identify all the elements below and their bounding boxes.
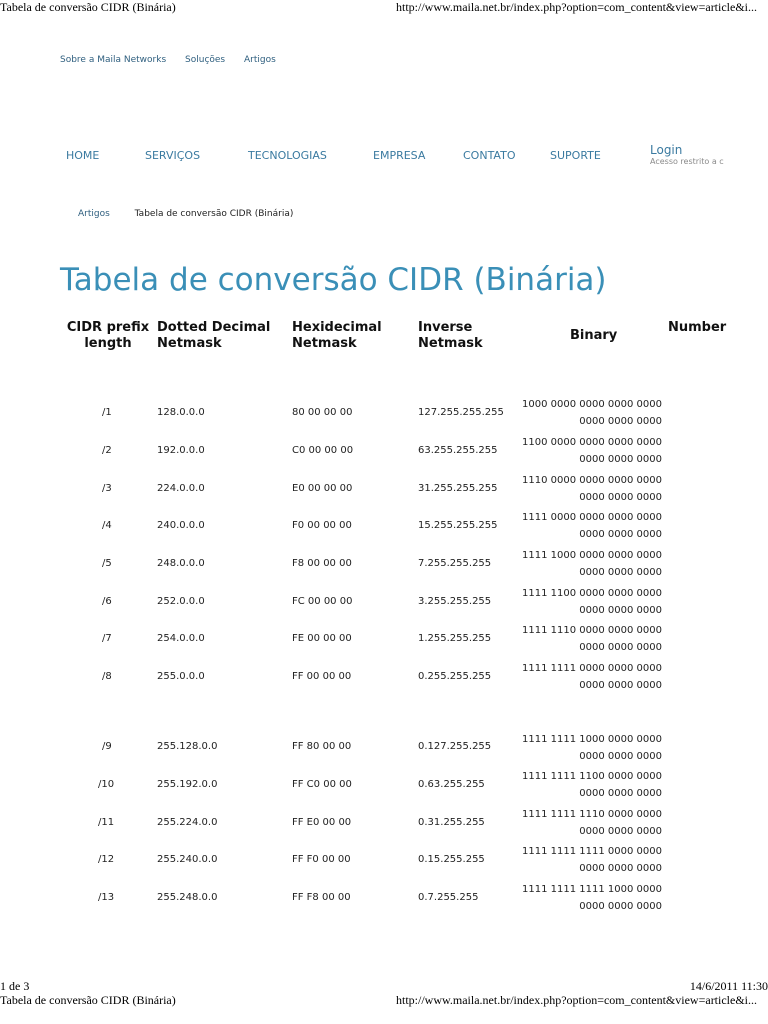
cell-inverse: 0.127.255.255 bbox=[418, 741, 492, 752]
breadcrumb-section[interactable]: Artigos bbox=[78, 209, 110, 219]
page-title: Tabela de conversão CIDR (Binária) bbox=[60, 262, 607, 298]
cell-hex: FF F8 00 00 bbox=[292, 892, 351, 903]
cell-binary-line1: 1111 1000 0000 0000 0000 bbox=[522, 550, 662, 561]
cell-binary bbox=[505, 806, 662, 840]
header-hex-line2: Netmask bbox=[292, 336, 357, 351]
cell-prefix: /7 bbox=[102, 633, 112, 644]
cell-binary-line2: 0000 0000 0000 bbox=[579, 788, 662, 799]
cell-hex: F8 00 00 00 bbox=[292, 558, 352, 569]
cell-dotted: 255.0.0.0 bbox=[157, 671, 205, 682]
header-hexidecimal bbox=[292, 320, 382, 352]
cell-inverse: 0.255.255.255 bbox=[418, 671, 492, 682]
cell-prefix: /13 bbox=[98, 892, 115, 903]
cell-prefix: /11 bbox=[98, 817, 115, 828]
cell-prefix: /9 bbox=[102, 741, 112, 752]
cell-binary bbox=[505, 509, 662, 543]
nav-suporte[interactable]: SUPORTE bbox=[550, 149, 601, 162]
breadcrumb bbox=[78, 209, 293, 219]
header-number: Number bbox=[668, 320, 727, 335]
cell-binary-line2: 0000 0000 0000 bbox=[579, 492, 662, 503]
header-hex-line1: Hexidecimal bbox=[292, 320, 382, 335]
cell-prefix: /12 bbox=[98, 854, 115, 865]
cell-hex: FF 80 00 00 bbox=[292, 741, 352, 752]
cell-binary-line2: 0000 0000 0000 bbox=[579, 901, 662, 912]
print-header-title: Tabela de conversão CIDR (Binária) bbox=[0, 0, 176, 14]
print-header bbox=[0, 0, 768, 14]
cell-inverse: 0.7.255.255 bbox=[418, 892, 479, 903]
header-inverse-line2: Netmask bbox=[418, 336, 483, 351]
cell-binary bbox=[505, 843, 662, 877]
cell-dotted: 252.0.0.0 bbox=[157, 596, 205, 607]
cell-hex: FF 00 00 00 bbox=[292, 671, 352, 682]
cell-dotted: 255.192.0.0 bbox=[157, 779, 218, 790]
cell-inverse: 31.255.255.255 bbox=[418, 483, 498, 494]
cell-binary bbox=[505, 622, 662, 656]
header-inverse-line1: Inverse bbox=[418, 320, 473, 335]
cell-binary-line1: 1111 1111 1000 0000 0000 bbox=[522, 734, 662, 745]
cell-prefix: /8 bbox=[102, 671, 112, 682]
header-dotted-line1: Dotted Decimal bbox=[157, 320, 271, 335]
cell-inverse: 127.255.255.255 bbox=[418, 407, 504, 418]
cell-hex: FF E0 00 00 bbox=[292, 817, 352, 828]
cell-dotted: 128.0.0.0 bbox=[157, 407, 205, 418]
cell-binary-line1: 1110 0000 0000 0000 0000 bbox=[522, 475, 662, 486]
cell-inverse: 15.255.255.255 bbox=[418, 520, 498, 531]
cell-hex: F0 00 00 00 bbox=[292, 520, 352, 531]
cell-dotted: 255.240.0.0 bbox=[157, 854, 218, 865]
cell-binary-line2: 0000 0000 0000 bbox=[579, 751, 662, 762]
cell-dotted: 248.0.0.0 bbox=[157, 558, 205, 569]
cell-inverse: 7.255.255.255 bbox=[418, 558, 492, 569]
cell-binary bbox=[505, 660, 662, 694]
cell-binary bbox=[505, 768, 662, 802]
cell-hex: 80 00 00 00 bbox=[292, 407, 353, 418]
print-header-url: http://www.maila.net.br/index.php?option=com_content&view=article&i... bbox=[396, 0, 758, 14]
header-inverse bbox=[418, 320, 483, 352]
cell-dotted: 254.0.0.0 bbox=[157, 633, 205, 644]
cell-binary-line1: 1111 1100 0000 0000 0000 bbox=[522, 588, 662, 599]
top-links bbox=[60, 55, 292, 65]
cell-inverse: 3.255.255.255 bbox=[418, 596, 492, 607]
cell-binary-line2: 0000 0000 0000 bbox=[579, 863, 662, 874]
header-cidr-prefix-line1: CIDR prefix bbox=[66, 320, 150, 335]
cell-inverse: 0.31.255.255 bbox=[418, 817, 485, 828]
cell-binary-line1: 1111 1111 1100 0000 0000 bbox=[522, 771, 662, 782]
cell-inverse: 0.15.255.255 bbox=[418, 854, 485, 865]
print-footer-datetime: 14/6/2011 11:30 bbox=[689, 979, 768, 993]
cell-hex: E0 00 00 00 bbox=[292, 483, 353, 494]
login-subtitle: Acesso restrito a c bbox=[650, 157, 724, 166]
cell-binary-line1: 1111 1111 1110 0000 0000 bbox=[522, 809, 662, 820]
cell-binary-line2: 0000 0000 0000 bbox=[579, 680, 662, 691]
nav-empresa[interactable]: EMPRESA bbox=[373, 149, 426, 162]
cell-dotted: 240.0.0.0 bbox=[157, 520, 205, 531]
header-cidr-prefix-line2: length bbox=[84, 336, 132, 351]
header-dotted-line2: Netmask bbox=[157, 336, 222, 351]
cell-binary-line1: 1111 0000 0000 0000 0000 bbox=[522, 512, 662, 523]
toplink-solutions[interactable]: Soluções bbox=[185, 55, 226, 65]
print-next-url: http://www.maila.net.br/index.php?option=com_content&view=article&i... bbox=[396, 993, 758, 1007]
cell-dotted: 224.0.0.0 bbox=[157, 483, 205, 494]
cell-hex: FE 00 00 00 bbox=[292, 633, 352, 644]
nav-home[interactable]: HOME bbox=[66, 149, 100, 162]
nav-contato[interactable]: CONTATO bbox=[463, 149, 516, 162]
cell-dotted: 192.0.0.0 bbox=[157, 445, 205, 456]
cell-binary-line1: 1111 1111 0000 0000 0000 bbox=[522, 663, 662, 674]
toplink-about[interactable]: Sobre a Maila Networks bbox=[60, 55, 167, 65]
cell-prefix: /5 bbox=[102, 558, 112, 569]
breadcrumb-current: Tabela de conversão CIDR (Binária) bbox=[134, 209, 294, 219]
toplink-articles[interactable]: Artigos bbox=[244, 55, 276, 65]
header-dotted-decimal bbox=[157, 320, 270, 352]
cell-prefix: /4 bbox=[102, 520, 112, 531]
cell-binary-line1: 1111 1110 0000 0000 0000 bbox=[522, 625, 662, 636]
print-next-header bbox=[0, 993, 768, 1007]
cell-binary-line1: 1100 0000 0000 0000 0000 bbox=[522, 437, 662, 448]
cell-binary bbox=[505, 585, 662, 619]
cell-binary-line2: 0000 0000 0000 bbox=[579, 826, 662, 837]
cell-binary-line2: 0000 0000 0000 bbox=[579, 454, 662, 465]
cell-dotted: 255.224.0.0 bbox=[157, 817, 218, 828]
cell-binary-line2: 0000 0000 0000 bbox=[579, 567, 662, 578]
cell-prefix: /3 bbox=[102, 483, 112, 494]
nav-servicos[interactable]: SERVIÇOS bbox=[145, 149, 201, 162]
cell-binary bbox=[505, 881, 662, 915]
header-binary: Binary bbox=[570, 328, 618, 343]
cell-inverse: 0.63.255.255 bbox=[418, 779, 485, 790]
cell-prefix: /1 bbox=[102, 407, 112, 418]
cell-binary-line1: 1111 1111 1111 0000 0000 bbox=[522, 846, 662, 857]
cell-binary-line1: 1000 0000 0000 0000 0000 bbox=[522, 399, 662, 410]
cell-binary-line2: 0000 0000 0000 bbox=[579, 416, 662, 427]
cell-hex: C0 00 00 00 bbox=[292, 445, 354, 456]
cell-hex: FF F0 00 00 bbox=[292, 854, 351, 865]
login-box[interactable] bbox=[650, 144, 730, 166]
cell-binary-line2: 0000 0000 0000 bbox=[579, 642, 662, 653]
cell-inverse: 63.255.255.255 bbox=[418, 445, 498, 456]
cell-binary bbox=[505, 396, 662, 430]
cell-dotted: 255.248.0.0 bbox=[157, 892, 218, 903]
cell-binary bbox=[505, 731, 662, 765]
cell-binary bbox=[505, 547, 662, 581]
cell-prefix: /2 bbox=[102, 445, 112, 456]
print-footer-page: 1 de 3 bbox=[0, 979, 30, 993]
cell-binary-line2: 0000 0000 0000 bbox=[579, 529, 662, 540]
cell-hex: FF C0 00 00 bbox=[292, 779, 352, 790]
print-footer bbox=[0, 979, 768, 993]
cell-binary bbox=[505, 472, 662, 506]
cell-binary bbox=[505, 434, 662, 468]
cell-dotted: 255.128.0.0 bbox=[157, 741, 218, 752]
cell-binary-line2: 0000 0000 0000 bbox=[579, 605, 662, 616]
cell-binary-line1: 1111 1111 1111 1000 0000 bbox=[522, 884, 662, 895]
cell-hex: FC 00 00 00 bbox=[292, 596, 353, 607]
cell-inverse: 1.255.255.255 bbox=[418, 633, 492, 644]
header-cidr-prefix bbox=[66, 320, 150, 352]
cell-prefix: /6 bbox=[102, 596, 112, 607]
login-title[interactable]: Login bbox=[650, 144, 683, 157]
print-next-title: Tabela de conversão CIDR (Binária) bbox=[0, 993, 176, 1007]
nav-tecnologias[interactable]: TECNOLOGIAS bbox=[248, 149, 327, 162]
cell-prefix: /10 bbox=[98, 779, 115, 790]
